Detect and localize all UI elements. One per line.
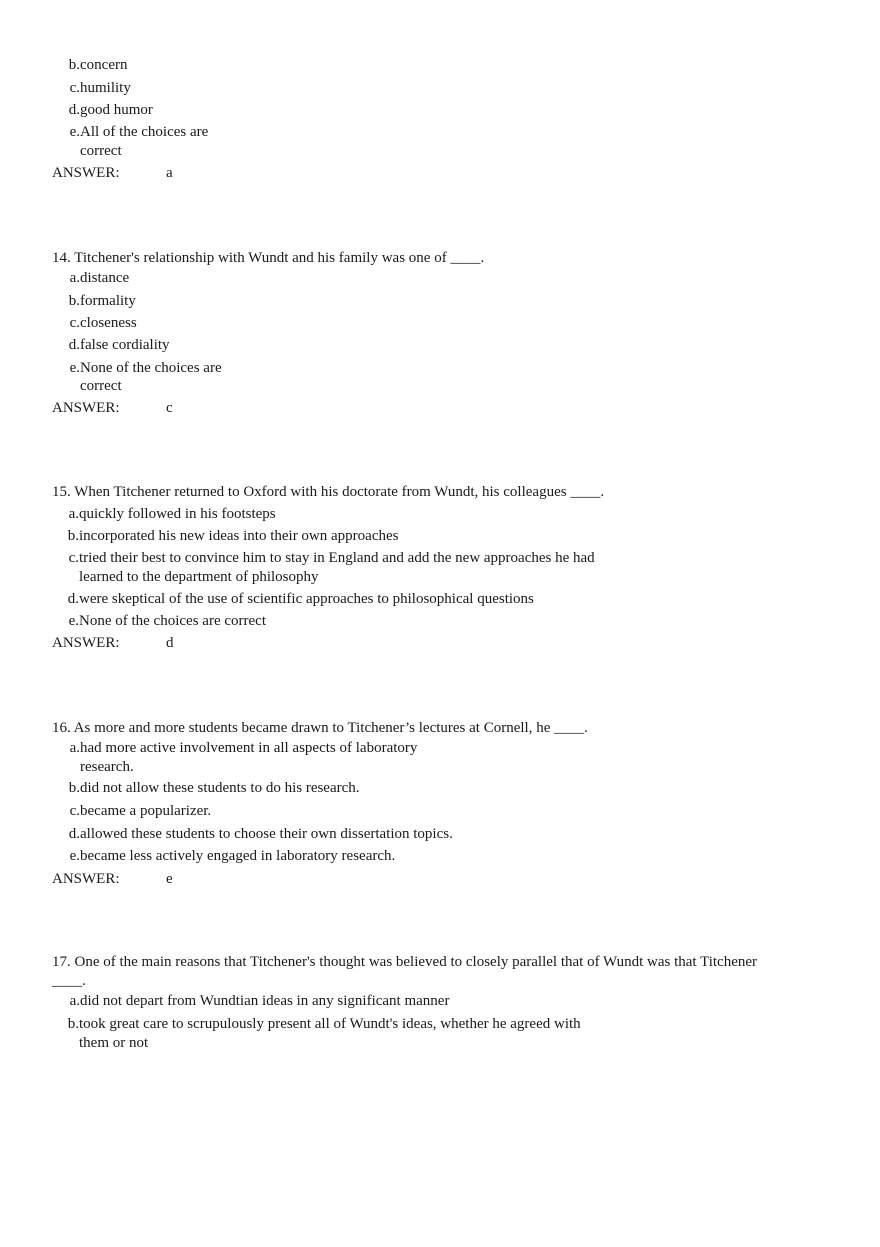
answer-value: d	[166, 635, 174, 651]
answer-value: a	[166, 165, 173, 181]
answer-label: ANSWER:	[52, 165, 120, 181]
question-text: 16. As more and more students became drawn to Titchener’s lectures at Cornell, he ____.	[52, 720, 588, 736]
answer-label: ANSWER:	[52, 871, 120, 887]
question-text: 15. When Titchener returned to Oxford with his doctorate from Wundt, his colleagues ____.	[52, 484, 605, 500]
question-text-line2: ____.	[52, 973, 86, 989]
answer-label: ANSWER:	[52, 400, 120, 416]
answer-label: ANSWER:	[52, 635, 120, 651]
answer-value: e	[166, 871, 173, 887]
answer-value: c	[166, 400, 173, 416]
question-text-line1: 17. One of the main reasons that Titchener's thought was believed to closely parallel that of Wundt was that Titchener	[52, 954, 758, 970]
question-text: 14. Titchener's relationship with Wundt and his family was one of ____.	[52, 250, 485, 266]
